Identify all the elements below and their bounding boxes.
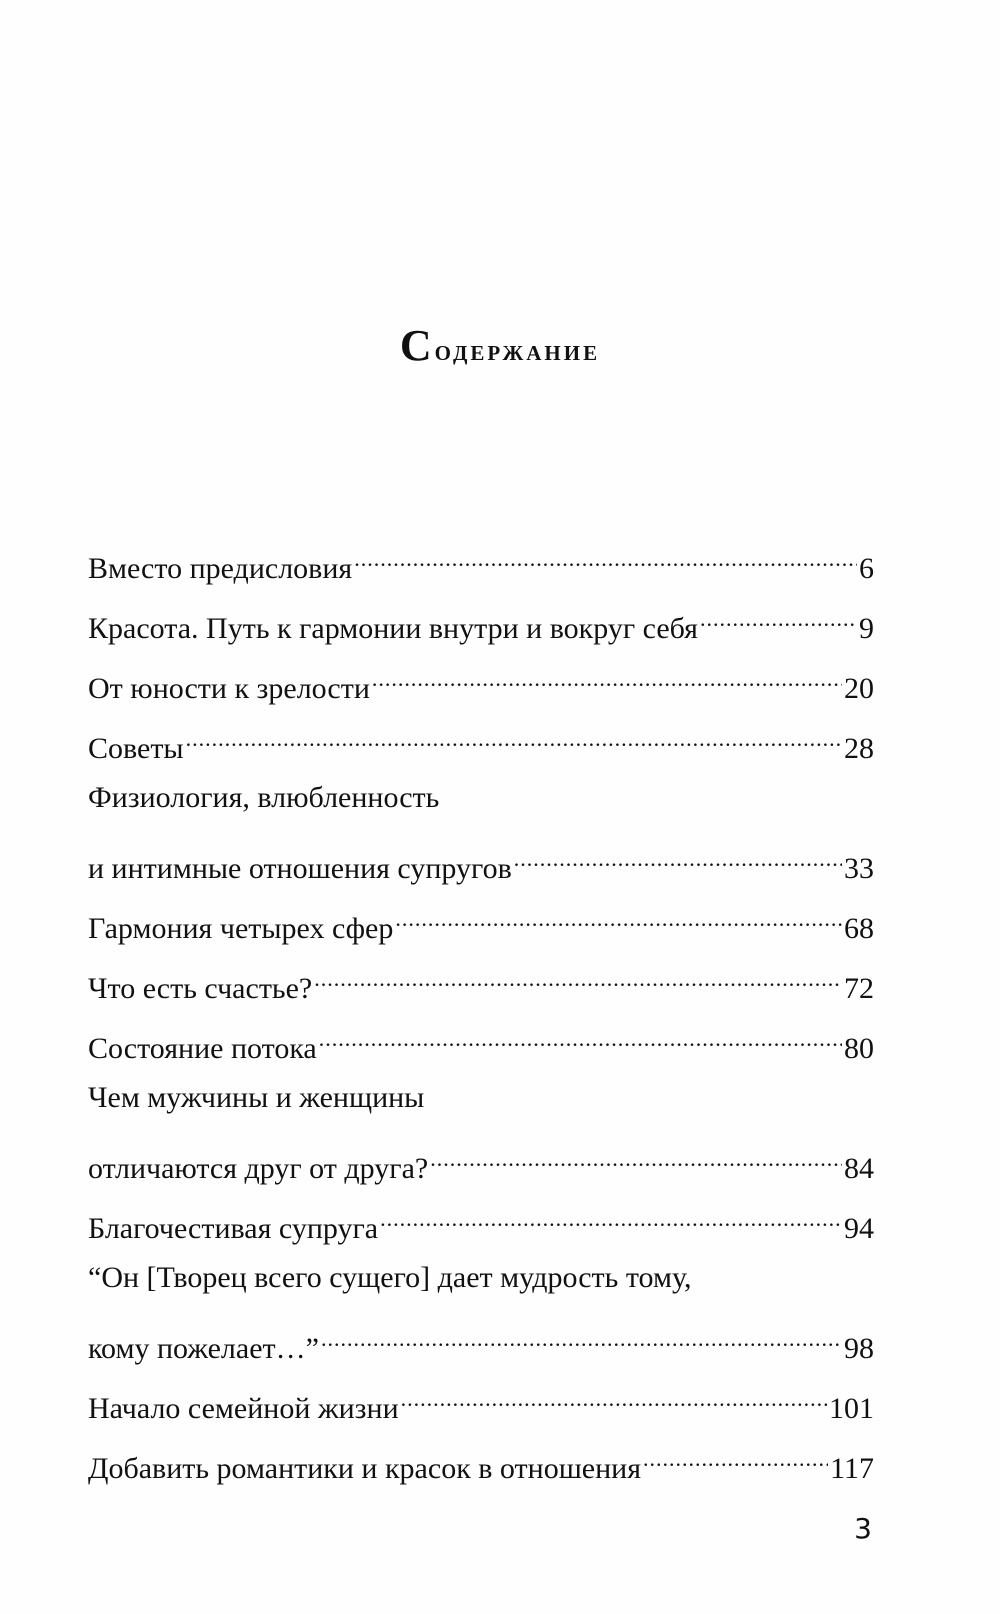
toc-entry-title: и интимные отношения супругов	[88, 852, 512, 885]
toc-entry-title: Гармония четырех сфер	[88, 912, 394, 945]
toc-entry-title: Советы	[88, 732, 184, 765]
toc-entry-line	[88, 898, 874, 945]
dot-leader	[186, 718, 842, 758]
toc-entry-title: Красота. Путь к гармонии внутри и вокруг себя	[88, 612, 698, 645]
toc-entry-title: Чем мужчины и женщины	[88, 1081, 425, 1114]
toc-entry-line	[88, 838, 874, 885]
dot-leader	[354, 538, 857, 578]
dot-leader	[372, 658, 842, 698]
toc-page-number: 98	[844, 1332, 874, 1365]
toc-entry	[88, 958, 874, 1005]
toc-page-number: 68	[844, 912, 874, 945]
toc-entry	[88, 898, 874, 945]
toc-entry-title: Благочестивая супруга	[88, 1212, 379, 1245]
toc-entry-title: кому пожелает…”	[88, 1332, 319, 1365]
toc-page-number: 9	[859, 612, 874, 645]
toc-page-number: 80	[844, 1032, 874, 1065]
toc-entry-line	[88, 598, 874, 645]
toc-entry-title: От юности к зрелости	[88, 672, 370, 705]
table-of-contents	[88, 538, 874, 1485]
dot-leader	[643, 1438, 828, 1478]
toc-entry-line	[88, 778, 874, 818]
toc-entry	[88, 1198, 874, 1245]
dot-leader	[314, 958, 842, 998]
toc-entry-line	[88, 1078, 874, 1118]
toc-page-number: 33	[844, 852, 874, 885]
toc-entry-line	[88, 1198, 874, 1245]
toc-entry	[88, 1018, 874, 1065]
dot-leader	[514, 838, 842, 878]
toc-entry-title: Добавить романтики и красок в отношения	[88, 1452, 642, 1485]
dot-leader	[430, 1138, 842, 1178]
toc-entry-line	[88, 958, 874, 1005]
toc-page-number: 117	[830, 1452, 874, 1485]
page-title-text: Содержание	[399, 321, 601, 371]
toc-entry	[88, 778, 874, 885]
toc-entry-title: отличаются друг от друга?	[88, 1152, 429, 1185]
toc-page-number: 101	[829, 1392, 874, 1425]
page-title	[0, 320, 1000, 371]
toc-entry-line	[88, 1018, 874, 1065]
toc-entry	[88, 1378, 874, 1425]
toc-entry-title: Вместо предисловия	[88, 552, 353, 585]
toc-entry-line	[88, 658, 874, 705]
toc-entry-line	[88, 1138, 874, 1185]
toc-entry	[88, 598, 874, 645]
toc-entry	[88, 718, 874, 765]
dot-leader	[321, 1318, 842, 1358]
toc-entry-title: Начало семейной жизни	[88, 1392, 399, 1425]
toc-page-number: 20	[844, 672, 874, 705]
toc-entry-title: Состояние потока	[88, 1032, 317, 1065]
dot-leader	[395, 898, 842, 938]
page-number: 3	[854, 1512, 872, 1545]
toc-entry	[88, 538, 874, 585]
toc-page-number: 6	[859, 552, 874, 585]
toc-entry	[88, 1438, 874, 1485]
toc-entry-line	[88, 1378, 874, 1425]
toc-page-number: 94	[844, 1212, 874, 1245]
toc-entry	[88, 1258, 874, 1365]
toc-entry-title: Что есть счастье?	[88, 972, 313, 1005]
toc-entry-title: Физиология, влюбленность	[88, 781, 440, 814]
dot-leader	[380, 1198, 842, 1238]
toc-entry-title: “Он [Творец всего сущего] дает мудрость тому,	[88, 1261, 692, 1294]
toc-page-number: 72	[844, 972, 874, 1005]
dot-leader	[401, 1378, 827, 1418]
toc-page-number: 28	[844, 732, 874, 765]
toc-entry-line	[88, 718, 874, 765]
dot-leader	[700, 598, 857, 638]
dot-leader	[319, 1018, 842, 1058]
toc-entry	[88, 1078, 874, 1185]
toc-entry-line	[88, 1438, 874, 1485]
toc-entry-line	[88, 1258, 874, 1298]
toc-entry-line	[88, 1318, 874, 1365]
toc-page-number: 84	[844, 1152, 874, 1185]
toc-entry-line	[88, 538, 874, 585]
toc-entry	[88, 658, 874, 705]
